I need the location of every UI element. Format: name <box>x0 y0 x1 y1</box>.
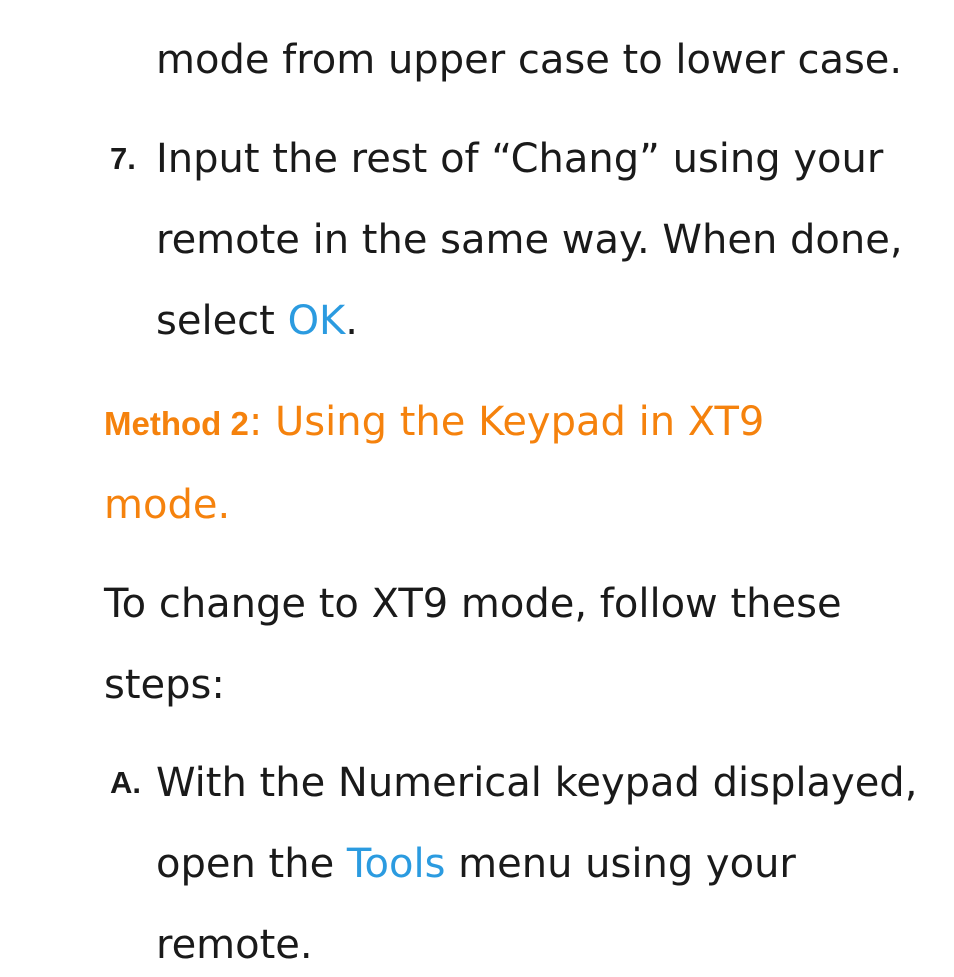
step6-continuation: mode from upper case to lower case. <box>156 37 903 83</box>
step7-line2: remote in the same way. When done, <box>156 217 903 263</box>
stepA-line2 <box>156 840 796 888</box>
intro-line2: steps: <box>104 662 225 708</box>
stepA-letter: A. <box>110 765 141 800</box>
method2-title-line2: mode. <box>104 482 231 528</box>
method2-title-line1: Using the Keypad in XT9 <box>275 399 765 445</box>
method2-colon: : <box>248 399 276 445</box>
step7-line3-pre: select <box>156 298 288 344</box>
tools-link[interactable]: Tools <box>346 841 446 887</box>
stepA-line3: remote. <box>156 922 313 968</box>
stepA-line2-post: menu using your <box>445 841 796 887</box>
step7-number: 7. <box>110 141 136 176</box>
step7-line1: Input the rest of “Chang” using your <box>156 136 884 182</box>
step7-line3-post: . <box>345 298 358 344</box>
step7-line3 <box>156 297 358 345</box>
method2-label: Method 2 <box>104 405 249 442</box>
ok-link[interactable]: OK <box>287 298 346 344</box>
method2-heading <box>104 398 764 448</box>
intro-line1: To change to XT9 mode, follow these <box>104 581 842 627</box>
stepA-line2-pre: open the <box>156 841 347 887</box>
stepA-line1: With the Numerical keypad displayed, <box>156 760 918 806</box>
